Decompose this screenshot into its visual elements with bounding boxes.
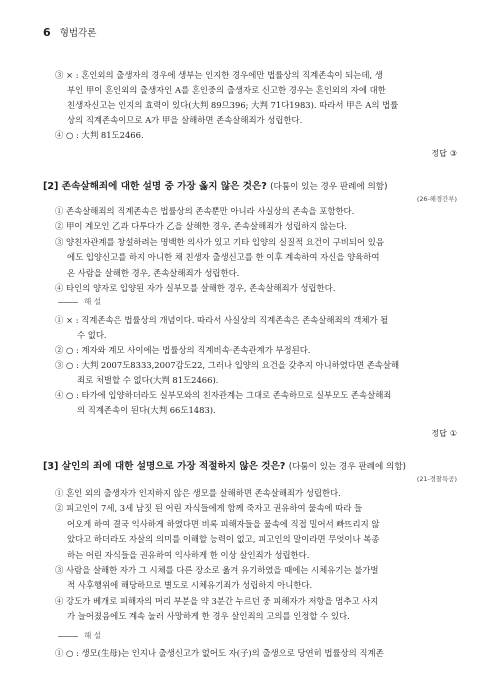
- answer-q2: [431, 428, 457, 439]
- question-title-3: [43, 458, 457, 472]
- option-item: ④ 타인의 양자로 입양된 자가 실부모를 살해한 경우, 존속살해죄가 성립한다.: [55, 283, 336, 294]
- option-continuation: 어오게 하여 결국 익사하게 하였다면 비록 피해자들을 물속에 직접 밀어서 빠뜨리지 않: [67, 518, 380, 529]
- option-item: ① 존속살해죄의 직계존속은 법률상의 존속뿐만 아니라 사실상의 존속을 포함한다.: [55, 206, 355, 216]
- option-item: ④ 강도가 베개로 피해자의 머리 부분을 약 3분간 누르던 중 피해자가 저항을 멈추고 사지: [55, 595, 379, 606]
- option-item: ② 甲이 계모인 乙과 다투다가 乙을 살해한 경우, 존속살해죄가 성립하지 않는다.: [55, 221, 347, 232]
- question-source: (26-해경간부): [416, 195, 457, 203]
- solution-line: 의 직계존속이 된다(大判 66도1483).: [77, 405, 216, 415]
- question-source: (21-경찰특공): [416, 475, 457, 483]
- solution-line: 수 없다.: [77, 330, 107, 340]
- prev-solution: [55, 68, 457, 143]
- option-continuation: 온 사람을 살해한 경우, 존속살해죄가 성립한다.: [67, 267, 240, 278]
- question-number: [2]: [43, 181, 59, 192]
- question-note: (다툼이 있는 경우 판례에 의함): [288, 462, 406, 472]
- question-text: 살인의 죄에 대한 설명으로 가장 적절하지 않은 것은?: [61, 461, 286, 472]
- solution-line: ② ○ : 계자와 계모 사이에는 법률상의 직계비속·존속관계가 부정된다.: [55, 345, 311, 355]
- question-note: (다툼이 있는 경우 판례에 의함): [270, 182, 388, 192]
- option-item: ③ 사람을 살해한 자가 그 시체를 다른 장소로 옮겨 유기하였을 때에는 시체유기는 불가벌: [55, 565, 379, 576]
- answer-value: ③: [449, 149, 457, 158]
- solution-line: 친생자신고는 인지의 효력이 있다(大判 89므396; 大判 71다1983). 따라서 甲은 A의 법률: [67, 100, 399, 110]
- question-title-2: [43, 178, 457, 192]
- option-item: ③ 양친자관계를 창설하려는 명백한 의사가 있고 기타 입양의 실질적 요건이 구비되어 있음: [55, 236, 384, 247]
- answer-q1: [431, 148, 457, 159]
- solution-line: ④ ○ : 大判 81도2466.: [55, 130, 144, 140]
- option-item: ② 피고인이 7세, 3세 남짓 된 어린 자식들에게 함께 죽자고 권유하여 물속에 따라 들: [55, 503, 363, 514]
- page-number: 6: [43, 26, 51, 39]
- option-continuation: 적 사후행위에 해당하므로 별도로 시체유기죄가 성립하지 아니한다.: [67, 580, 313, 591]
- option-continuation: 에도 입양신고를 하지 아니한 채 친생자 출생신고를 한 이후 계속하여 자신을 양육하여: [67, 252, 380, 263]
- solution-line: 상의 직계존속이므로 A가 甲을 살해하면 존속살해죄가 성립한다.: [67, 115, 303, 125]
- answer-value: ①: [449, 429, 457, 438]
- book-title: 형법각론: [59, 28, 97, 39]
- solution-line: ① ○ : 생모(生母)는 인지나 출생신고가 없어도 자(子)의 출생으로 당연히 법률상의 직계존: [55, 648, 384, 658]
- solution-line: ③ × : 혼인외의 출생자의 경우에 생부는 인지한 경우에만 법률상의 직계존속이 되는데, 생: [55, 70, 383, 80]
- solution-line: ④ ○ : 타가에 입양하더라도 실부모와의 친자관계는 그대로 존속하므로 실부모도 존속살해죄: [55, 390, 392, 400]
- solution-label-q2: 해 설: [58, 296, 101, 307]
- solution-q2: [55, 313, 457, 418]
- option-item: ① 혼인 외의 출생자가 인지하지 않은 생모를 살해하면 존속살해죄가 성립한다.: [55, 488, 341, 498]
- option-continuation: 하는 어린 자식들을 권유하여 익사하게 한 이상 살인죄가 성립한다.: [67, 549, 310, 560]
- page-header: [43, 25, 96, 39]
- solution-line: 부인 甲이 혼인외의 출생자인 A를 혼인중의 출생자로 신고한 경우는 혼인외의 자에 대한: [67, 85, 386, 95]
- option-continuation: 았다고 하더라도 자살의 의미를 이해할 능력이 없고, 피고인의 말이라면 무엇이나 복종: [67, 534, 380, 545]
- answer-label: 정답: [431, 429, 447, 438]
- question-number: [3]: [43, 461, 59, 472]
- solution-label-q3: 해 설: [58, 630, 101, 641]
- solution-line: 죄로 처벌할 수 없다(大判 81도2466).: [77, 375, 219, 385]
- option-continuation: 가 늘어졌음에도 계속 눌러 사망하게 한 경우 살인죄의 고의를 인정할 수 있다.: [67, 611, 350, 622]
- answer-label: 정답: [431, 149, 447, 158]
- solution-line: ① × : 직계존속은 법률상의 개념이다. 따라서 사실상의 직계존속은 존속살해죄의 객체가 될: [55, 315, 389, 325]
- options-q3: [55, 486, 457, 625]
- solution-q3: [55, 646, 457, 661]
- question-text: 존속살해죄에 대한 설명 중 가장 옳지 않은 것은?: [61, 181, 267, 192]
- solution-line: ③ ○ : 大判 2007도8333,2007감도22, 그러나 입양의 요건을 갖추지 아니하였다면 존속살해: [55, 360, 400, 370]
- options-q2: [55, 204, 457, 296]
